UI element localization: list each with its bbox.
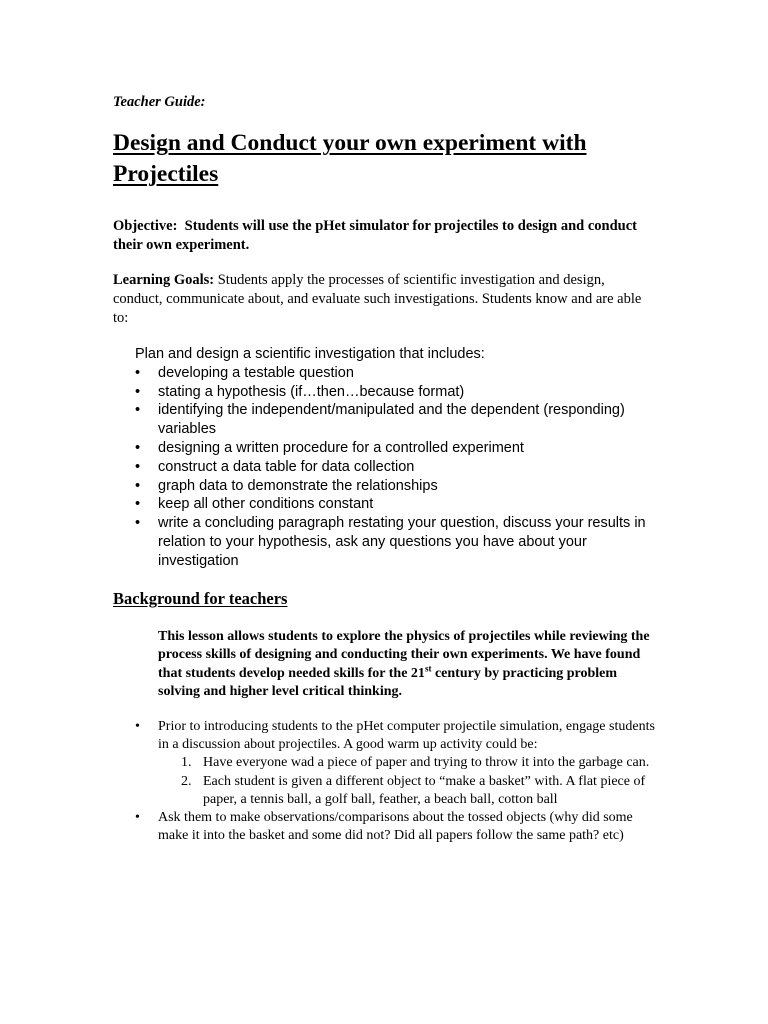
numbered-item-text: Each student is given a different object to “make a basket” with. A flat piece of paper, a tennis ball, a golf ball, feather, a beach ball, cotton ball xyxy=(203,773,646,807)
learning-goals-label: Learning Goals: xyxy=(113,272,215,288)
bullet-icon: • xyxy=(135,515,141,532)
lesson-text: This lesson allows students to explore the physics of projectiles while reviewing the process skills of designing and conducting their own experiments. We have found that students develop needed skills for the 21st century by practicing problem solving and higher level critical thinking. xyxy=(158,629,650,700)
list-item: • developing a testable question xyxy=(135,364,354,381)
warmup-section xyxy=(113,718,658,845)
list-item: • write a concluding paragraph restating your question, discuss your results in relation to your hypothesis, ask any questions you have about your investigation xyxy=(135,515,646,569)
list-item: • stating a hypothesis (if…then…because format) xyxy=(135,383,465,400)
list-item: • designing a written procedure for a controlled experiment xyxy=(135,439,524,456)
bullet-icon: • xyxy=(135,402,141,419)
bullet-icon: • xyxy=(135,383,141,400)
bullet-icon: • xyxy=(135,458,141,475)
bullet-icon: • xyxy=(135,719,140,734)
numbered-item xyxy=(113,773,658,809)
background-heading: Background for teachers xyxy=(113,589,288,608)
plan-section xyxy=(135,345,665,571)
list-item: • construct a data table for data collection xyxy=(135,458,415,475)
list-item xyxy=(113,809,658,845)
bullet-icon: • xyxy=(135,439,141,456)
learning-goals-text: Students apply the processes of scientific investigation and design, conduct, communicate about, and evaluate such investigations. Students know and are able to: xyxy=(113,272,642,326)
learning-goals-paragraph xyxy=(113,271,653,328)
bullet-icon: • xyxy=(135,364,141,381)
document-title: Design and Conduct your own experiment with Projectiles xyxy=(113,130,587,187)
plan-list xyxy=(135,364,665,571)
observations-text: Ask them to make observations/comparisons about the tossed objects (why did some make it into the basket and some did not? Did all papers follow the same path? etc) xyxy=(158,810,633,844)
bullet-icon: • xyxy=(135,477,141,494)
objective-label: Objective: xyxy=(113,218,178,234)
superscript-st: st xyxy=(424,663,432,674)
list-item: • keep all other conditions constant xyxy=(135,496,374,513)
list-item: • graph data to demonstrate the relationships xyxy=(135,477,438,494)
numbered-item xyxy=(113,754,658,772)
list-item xyxy=(113,718,658,754)
bullet-icon: • xyxy=(135,496,141,513)
numbered-item-text: Have everyone wad a piece of paper and trying to throw it into the garbage can. xyxy=(203,755,650,771)
objective-paragraph xyxy=(113,217,653,255)
plan-intro: Plan and design a scientific investigation that includes: xyxy=(135,346,485,362)
warmup-intro-text: Prior to introducing students to the pHet computer projectile simulation, engage students in a discussion about projectiles. A good warm up activity could be: xyxy=(158,719,655,753)
lesson-paragraph xyxy=(113,628,653,702)
objective-text: Students will use the pHet simulator for projectiles to design and conduct their own experiment. xyxy=(113,218,638,253)
teacher-guide-label: Teacher Guide: xyxy=(113,94,206,110)
item-number: 2. xyxy=(181,773,192,789)
item-number: 1. xyxy=(181,755,192,771)
list-item: • identifying the independent/manipulated and the dependent (responding) variables xyxy=(135,402,625,438)
bullet-icon: • xyxy=(135,810,140,826)
